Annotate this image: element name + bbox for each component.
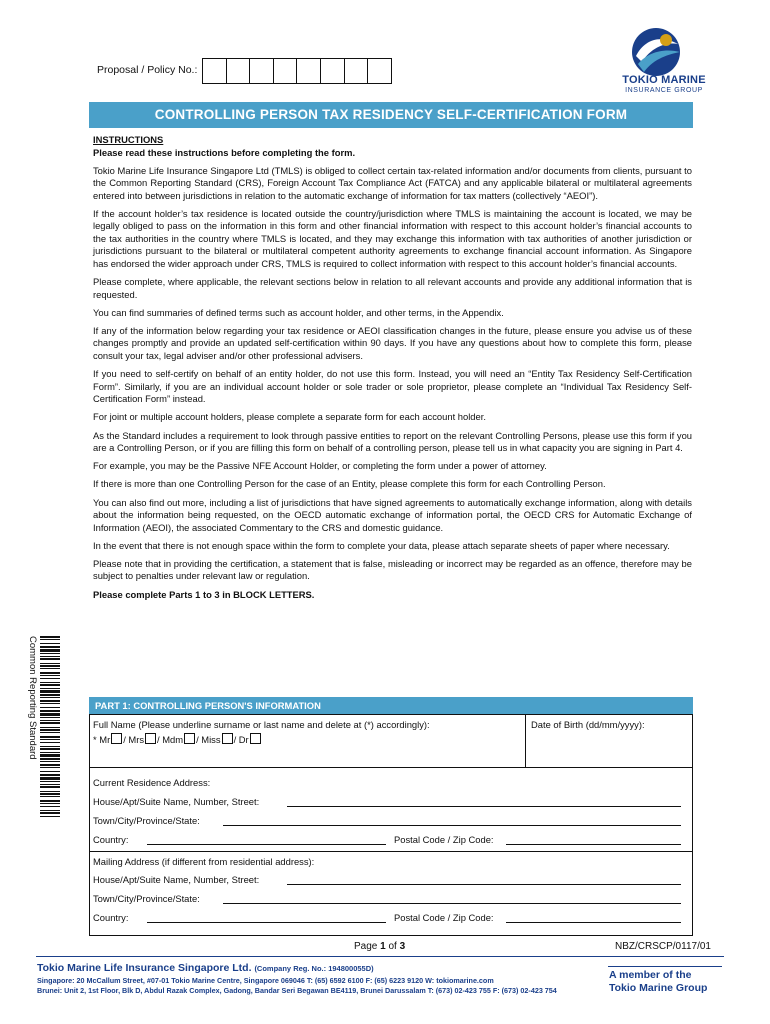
current-country-input[interactable]	[147, 844, 386, 845]
instruction-paragraph: You can also find out more, including a list of jurisdictions that have signed agreements to automatically exchange information, along with details about the information being requested, on the OECD automatic exchange of information portal, the OECD CRS for Automatic Exchange of Information (AEOI), the associated Commentary to the CRS and domestic guidance.	[93, 496, 692, 533]
instruction-paragraph: Please complete, where applicable, the relevant sections below in relation to all relevant accounts and provide any additional information that is requested.	[93, 276, 692, 300]
current-town-label: Town/City/Province/State:	[93, 815, 200, 826]
page-current: 1	[380, 941, 386, 952]
instruction-paragraph: If any of the information below regarding your tax residence or AEOI classification changes in the future, please ensure you advise us of these changes promptly and provide an updated self-certification within 90 days. If you have any questions about how to complete this form, please consult your tax, legal adviser and/or other professional advisers.	[93, 324, 692, 361]
instructions-heading: INSTRUCTIONS	[93, 134, 164, 145]
current-country-label: Country:	[93, 834, 129, 845]
logo-name: TOKIO MARINE	[622, 74, 706, 86]
instruction-paragraph: Please note that in providing the certification, a statement that is false, misleading or incorrect may be regarded as an offence, therefore may be subject to penalties under relevant law or regulation.	[93, 557, 692, 582]
current-house-label: House/Apt/Suite Name, Number, Street:	[93, 796, 260, 807]
crs-side-label: Common Reporting Standard	[27, 636, 38, 760]
mailing-country-input[interactable]	[147, 922, 386, 923]
title-dr-checkbox[interactable]	[250, 733, 261, 744]
singapore-address: Singapore: 20 McCallum Street, #07-01 Tokio Marine Centre, Singapore 069046 T: (65) 6592 6100 F: (65) 6223 9120 W: tokiomarine.com	[37, 976, 494, 985]
title-mr-label: * Mr	[93, 734, 111, 745]
mailing-town-input[interactable]	[223, 903, 681, 904]
instruction-paragraph: If there is more than one Controlling Person for the case of an Entity, please complete this form for each Controlling Person.	[93, 478, 606, 490]
tokio-marine-logo	[604, 20, 724, 100]
barcode-icon	[40, 636, 60, 818]
policy-digit-box[interactable]	[296, 58, 321, 84]
name-row-divider	[89, 767, 693, 768]
page-number	[354, 941, 405, 952]
instruction-paragraph: If you need to self-certify on behalf of an entity holder, do not use this form. Instead, you will need an “Entity Tax Residency Self-Certification Form”. Similarly, if you are an individual account holder or sole trader or sole proprietor, please complete an “Individual Tax Residency Self-Certification Form” instead.	[93, 368, 692, 405]
instruction-paragraph: In the event that there is not enough space within the form to complete your data, please attach separate sheets of paper where necessary.	[93, 539, 670, 551]
form-title: CONTROLLING PERSON TAX RESIDENCY SELF-CERTIFICATION FORM	[89, 102, 693, 128]
part1-header: PART 1: CONTROLLING PERSON'S INFORMATION	[89, 697, 693, 714]
logo-subtitle: INSURANCE GROUP	[625, 87, 703, 94]
policy-number-label: Proposal / Policy No.:	[97, 64, 198, 76]
page-total: 3	[399, 941, 406, 952]
title-options	[93, 733, 262, 745]
instruction-paragraph: You can find summaries of defined terms such as account holder, and other terms, in the Appendix.	[93, 306, 504, 318]
instruction-paragraph: If the account holder’s tax residence is located outside the country/jurisdiction where TMLS is maintaining the account is located, we may be legally obliged to pass on the information in this form and other financial information with respect to this account holder’s financial accounts to the tax authorities in the country where TMLS is located, and they may exchange this information with tax authorities of another jurisdiction or jurisdictions pursuant to the bilateral or multilateral competent authority agreements to exchange financial account information. As Singapore has endorsed the wider approach under CRS, TMLS is required to collect information with respect to this account holder’s financial accounts.	[93, 207, 692, 269]
mailing-country-label: Country:	[93, 912, 129, 923]
policy-digit-box[interactable]	[249, 58, 274, 84]
mailing-town-label: Town/City/Province/State:	[93, 893, 200, 904]
footer-divider	[36, 956, 724, 957]
current-address-label: Current Residence Address:	[93, 777, 211, 788]
mailing-house-label: House/Apt/Suite Name, Number, Street:	[93, 874, 260, 885]
instruction-paragraph: Tokio Marine Life Insurance Singapore Ltd (TMLS) is obliged to collect certain tax-related information and/or documents from clients, pursuant to the Common Reporting Standard (CRS), Foreign Account Tax Compliance Act (FATCA) and any applicable bilateral or multilateral agreements entered into between jurisdictions in relation to the automatic exchange of information for tax matters (collectively “AEOI”).	[93, 164, 692, 201]
policy-digit-box[interactable]	[202, 58, 227, 84]
member-of-line: A member of the	[609, 969, 692, 981]
page-of: of	[388, 941, 397, 952]
company-name	[37, 962, 374, 974]
title-mdm-label: / Mdm	[157, 734, 184, 745]
block-letters-note: Please complete Parts 1 to 3 in BLOCK LETTERS.	[93, 588, 315, 600]
title-miss-checkbox[interactable]	[222, 733, 233, 744]
mailing-postal-input[interactable]	[506, 922, 681, 923]
company-reg-number: (Company Reg. No.: 194800055D)	[254, 964, 374, 973]
full-name-label: Full Name (Please underline surname or last name and delete at (*) accordingly):	[93, 719, 430, 730]
title-miss-label: / Miss	[196, 734, 221, 745]
current-postal-input[interactable]	[506, 844, 681, 845]
name-dob-divider	[525, 714, 526, 768]
mailing-house-input[interactable]	[287, 884, 681, 885]
dob-label: Date of Birth (dd/mm/yyyy):	[531, 719, 645, 730]
title-mr-checkbox[interactable]	[111, 733, 122, 744]
current-postal-label: Postal Code / Zip Code:	[394, 834, 494, 845]
member-divider	[608, 966, 722, 967]
mailing-postal-label: Postal Code / Zip Code:	[394, 912, 494, 923]
policy-digit-box[interactable]	[367, 58, 392, 84]
title-mrs-label: / Mrs	[123, 734, 145, 745]
instructions-subheading: Please read these instructions before completing the form.	[93, 146, 356, 158]
title-mdm-checkbox[interactable]	[184, 733, 195, 744]
policy-number-boxes[interactable]	[203, 58, 392, 84]
mailing-address-label: Mailing Address (if different from residential address):	[93, 856, 315, 867]
policy-digit-box[interactable]	[344, 58, 369, 84]
instruction-paragraph: For joint or multiple account holders, please complete a separate form for each account holder.	[93, 411, 486, 423]
title-mrs-checkbox[interactable]	[145, 733, 156, 744]
tokio-marine-emblem-icon	[630, 26, 682, 78]
current-town-input[interactable]	[223, 825, 681, 826]
form-code: NBZ/CRSCP/0117/01	[615, 941, 711, 952]
current-house-input[interactable]	[287, 806, 681, 807]
policy-digit-box[interactable]	[320, 58, 345, 84]
policy-digit-box[interactable]	[226, 58, 251, 84]
instructions-section	[93, 134, 692, 607]
page-word: Page	[354, 941, 378, 952]
member-group-line: Tokio Marine Group	[609, 982, 708, 994]
company-name-text: Tokio Marine Life Insurance Singapore Ltd.	[37, 962, 252, 974]
policy-digit-box[interactable]	[273, 58, 298, 84]
instruction-paragraph: As the Standard includes a requirement to look through passive entities to report on the relevant Controlling Persons, please use this form if you are a Controlling Person, or if you are filling this form on behalf of a controlling person, please tell us in what capacity you are signing in Part 4.	[93, 429, 692, 453]
brunei-address: Brunei: Unit 2, 1st Floor, Blk D, Abdul Razak Complex, Gadong, Bandar Seri Begawan BE4119, Brunei Darussalam T: (673) 02-423 755 F: (673) 02-423 754	[37, 986, 557, 995]
instruction-paragraph: For example, you may be the Passive NFE Account Holder, or completing the form under a power of attorney.	[93, 460, 547, 472]
title-dr-label: / Dr	[233, 734, 249, 745]
mailing-section-divider	[89, 851, 693, 852]
